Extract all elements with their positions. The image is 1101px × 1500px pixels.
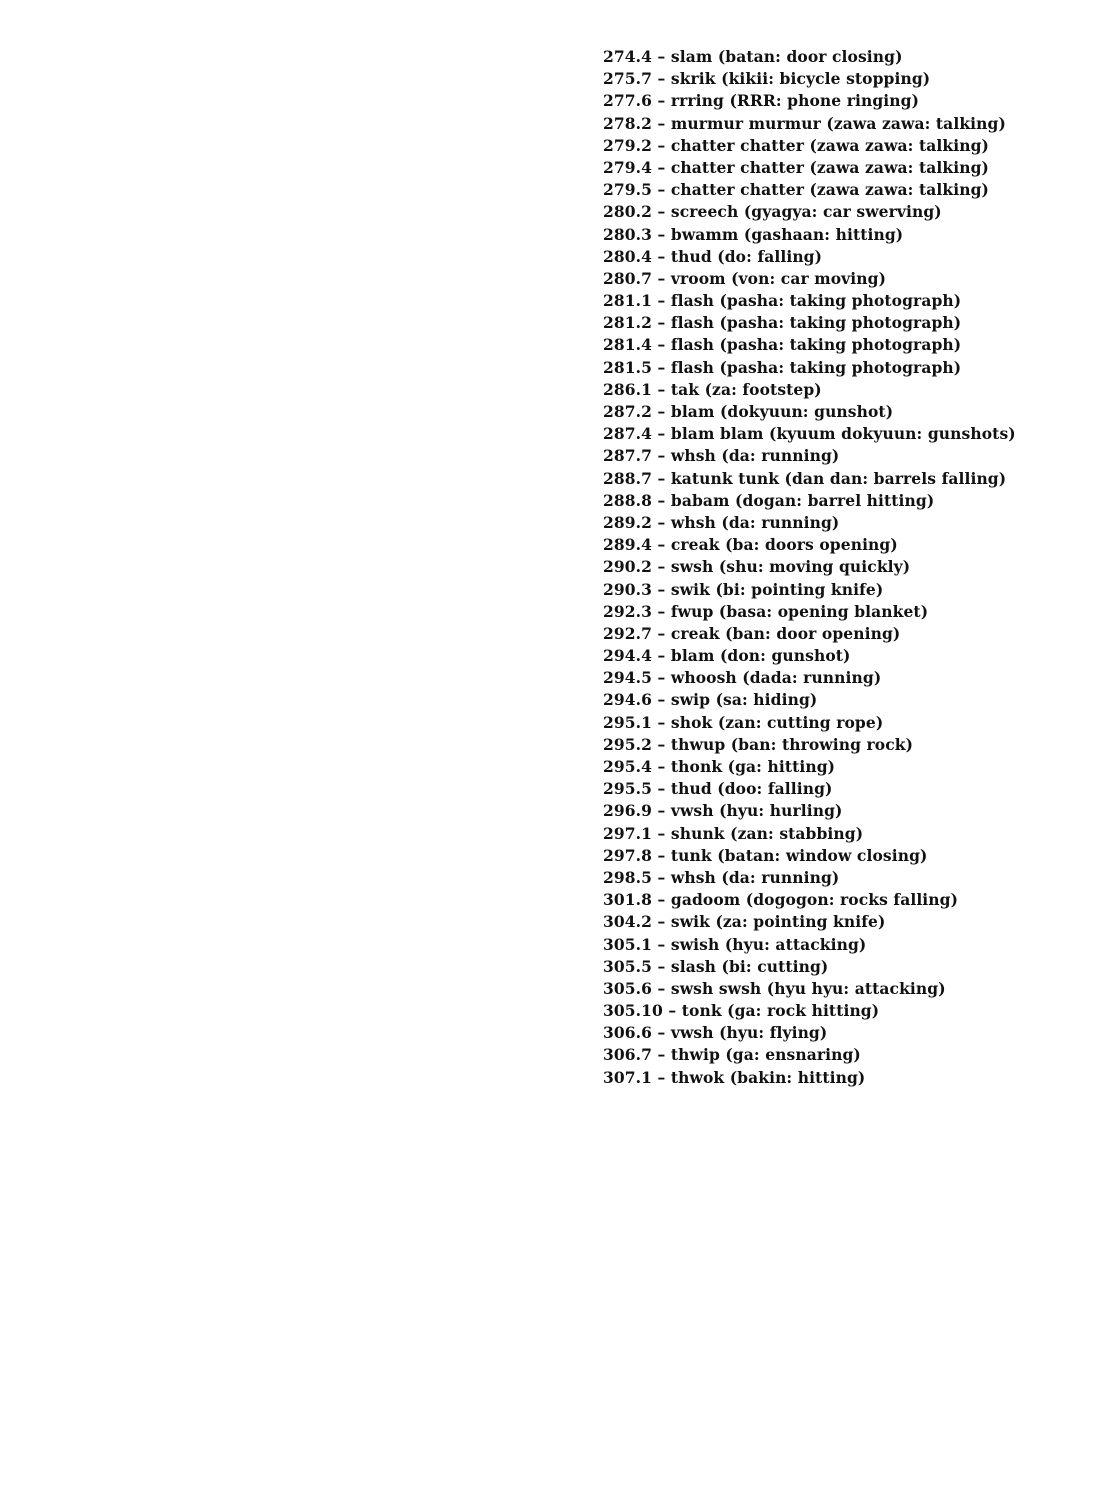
list-item: 274.4 – slam (batan: door closing)	[603, 47, 903, 66]
list-item: 294.4 – blam (don: gunshot)	[603, 646, 851, 666]
list-item: 297.1 – shunk (zan: stabbing)	[603, 823, 864, 843]
list-item: 294.6 – swip (sa: hiding)	[603, 690, 818, 710]
list-item: 306.7 – thwip (ga: ensnaring)	[603, 1045, 861, 1065]
list-item: 278.2 – murmur murmur (zawa zawa: talking)	[603, 113, 1006, 133]
list-item: 279.5 – chatter chatter (zawa zawa: talking)	[603, 180, 989, 200]
list-item: 279.2 – chatter chatter (zawa zawa: talking)	[603, 135, 989, 155]
list-item: 281.2 – flash (pasha: taking photograph)	[603, 313, 962, 333]
list-item: 295.2 – thwup (ban: throwing rock)	[603, 734, 914, 754]
list-item: 288.8 – babam (dogan: barrel hitting)	[603, 490, 935, 510]
list-item: 295.4 – thonk (ga: hitting)	[603, 757, 836, 776]
list-item: 277.6 – rrring (RRR: phone ringing)	[603, 91, 920, 111]
list-item: 305.10 – tonk (ga: rock hitting)	[603, 1001, 880, 1021]
list-item: 292.7 – creak (ban: door opening)	[603, 623, 901, 643]
list-item: 288.7 – katunk tunk (dan dan: barrels falling)	[603, 468, 1007, 488]
list-item: 280.3 – bwamm (gashaan: hitting)	[603, 224, 904, 244]
list-item: 305.5 – slash (bi: cutting)	[603, 956, 829, 976]
list-item: 296.9 – vwsh (hyu: hurling)	[603, 801, 843, 821]
list-item: 287.2 – blam (dokyuun: gunshot)	[603, 402, 894, 421]
list-item: 298.5 – whsh (da: running)	[603, 867, 840, 887]
list-item: 305.1 – swish (hyu: attacking)	[603, 934, 867, 954]
list-item: 281.1 – flash (pasha: taking photograph)	[603, 291, 962, 311]
list-item: 279.4 – chatter chatter (zawa zawa: talking)	[603, 157, 989, 177]
list-item: 305.6 – swsh swsh (hyu hyu: attacking)	[603, 978, 946, 998]
list-item: 280.2 – screech (gyagya: car swerving)	[603, 202, 942, 222]
list-item: 295.5 – thud (doo: falling)	[603, 779, 833, 799]
list-item: 287.4 – blam blam (kyuum dokyuun: gunshots)	[603, 424, 1016, 444]
list-item: 281.4 – flash (pasha: taking photograph)	[603, 335, 962, 355]
list-item: 280.4 – thud (do: falling)	[603, 246, 823, 266]
list-item: 294.5 – whoosh (dada: running)	[603, 668, 882, 688]
list-item: 297.8 – tunk (batan: window closing)	[603, 845, 928, 865]
list-item: 286.1 – tak (za: footstep)	[603, 379, 822, 399]
list-item: 290.3 – swik (bi: pointing knife)	[603, 579, 884, 599]
list-item: 292.3 – fwup (basa: opening blanket)	[603, 601, 929, 621]
list-item: 304.2 – swik (za: pointing knife)	[603, 912, 886, 932]
list-item: 289.4 – creak (ba: doors opening)	[603, 535, 898, 555]
list-item: 307.1 – thwok (bakin: hitting)	[603, 1067, 866, 1087]
list-item: 295.1 – shok (zan: cutting rope)	[603, 712, 884, 732]
list-item: 301.8 – gadoom (dogogon: rocks falling)	[603, 890, 959, 910]
list-item: 281.5 – flash (pasha: taking photograph)	[603, 357, 962, 377]
sound-effects-list	[603, 46, 1016, 1089]
list-item: 289.2 – whsh (da: running)	[603, 512, 840, 532]
list-item: 306.6 – vwsh (hyu: flying)	[603, 1023, 828, 1043]
list-item: 275.7 – skrik (kikii: bicycle stopping)	[603, 69, 931, 89]
list-item: 280.7 – vroom (von: car moving)	[603, 268, 887, 288]
list-item: 290.2 – swsh (shu: moving quickly)	[603, 557, 911, 577]
list-item: 287.7 – whsh (da: running)	[603, 446, 840, 466]
